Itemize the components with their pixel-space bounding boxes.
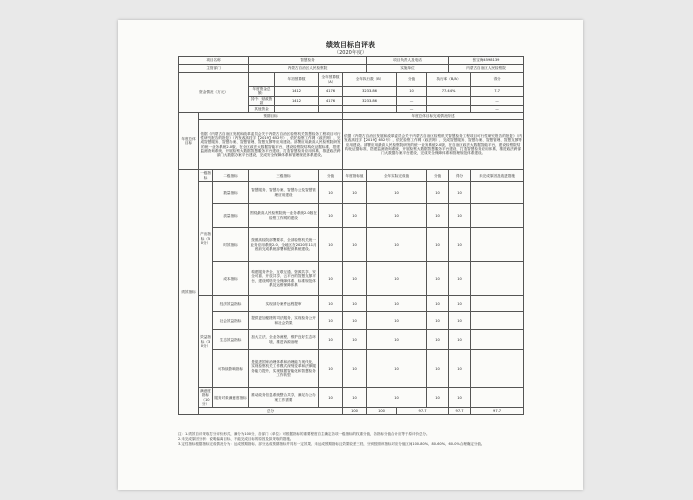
perf-row xyxy=(179,262,524,296)
perf-row-score: 10 xyxy=(319,182,343,204)
perf-col-target: 年度指标值 xyxy=(343,170,367,182)
perf-row-pts: 10 xyxy=(449,388,471,408)
perf-row-sub: 10 xyxy=(427,204,449,228)
perf-row-l2: 时效指标 xyxy=(213,228,249,262)
perf-row xyxy=(179,330,524,350)
perf-row-pts: 10 xyxy=(449,182,471,204)
perf-row xyxy=(179,388,524,408)
perf-row-target: 10 xyxy=(343,312,367,330)
goals-expected-label: 预期目标 xyxy=(199,113,343,120)
funds-row-pts: — xyxy=(471,106,524,113)
responsible-value: 张宝海4598139 xyxy=(449,57,524,65)
perf-col-l3: 三级指标 xyxy=(249,170,319,182)
total-row xyxy=(179,408,524,415)
goals-text-row xyxy=(179,120,524,170)
perf-row-sub: 10 xyxy=(427,182,449,204)
perf-row-l3: 推动政务信息系统整合共享，满足办公办案工作需要 xyxy=(249,388,319,408)
funds-col-budget: 全年预算数（A） xyxy=(319,73,343,87)
perf-row-target: 10 xyxy=(343,182,367,204)
dept-label: 主管部门 xyxy=(179,65,249,73)
output-label: 产出指标（50分） xyxy=(199,182,213,296)
header-row-project xyxy=(179,57,524,65)
funds-row-score: — xyxy=(397,96,427,106)
perf-col-l1: 一级指标 xyxy=(200,171,211,180)
perf-row-sub: 10 xyxy=(427,350,449,388)
perf-col-actual: 全年实际完成值 xyxy=(367,170,427,182)
funds-row-rate: 77.44% xyxy=(427,87,471,97)
perf-row-l2: 可持续影响指标 xyxy=(213,350,249,388)
perf-row-score: 10 xyxy=(319,204,343,228)
perf-row-l2: 成本指标 xyxy=(213,262,249,296)
perf-row-score: 10 xyxy=(319,262,343,296)
funds-row-budget: 4176 xyxy=(319,96,343,106)
funds-row-label: 其他资金 xyxy=(249,106,275,113)
funds-row-pts: — xyxy=(471,96,524,106)
perf-row-l3: 围绕最高人民检察院统一业务系统2.0版在检察工作网的建设 xyxy=(249,204,319,228)
dept-value: 内蒙古自治区人民检察院 xyxy=(249,65,367,73)
funds-row-score: 10 xyxy=(397,87,427,97)
perf-row xyxy=(179,312,524,330)
total-pts: 97.7 xyxy=(471,408,524,415)
perf-row-l2: 生态效益指标 xyxy=(213,330,249,350)
funds-col-plan: 年初预算数 xyxy=(275,73,319,87)
perf-row-l3: 智慧服务、智慧办案、智慧办公及智慧管理应用建设 xyxy=(249,182,319,204)
perf-row-target: 10 xyxy=(343,350,367,388)
perf-row-score: 10 xyxy=(319,228,343,262)
perf-row-pts: 10 xyxy=(449,262,471,296)
perf-row-target: 10 xyxy=(343,228,367,262)
perf-row xyxy=(179,228,524,262)
perf-row-l3: 实现部分案件远程提审 xyxy=(249,296,319,312)
perf-row-actual: 10 xyxy=(367,228,427,262)
perf-row-pts: 10 xyxy=(449,228,471,262)
perf-row-l2: 质量指标 xyxy=(213,204,249,228)
perf-row-actual: 10 xyxy=(367,350,427,388)
perf-row-score: 10 xyxy=(319,350,343,388)
funds-row-score: — xyxy=(397,106,427,113)
perf-row-sub: 10 xyxy=(427,228,449,262)
perf-row-actual: 10 xyxy=(367,182,427,204)
funds-row-budget xyxy=(319,106,343,113)
funds-col-exec: 全年执行数（B） xyxy=(343,73,397,87)
funds-row-budget: 4176 xyxy=(319,87,343,97)
perf-row-target: 10 xyxy=(343,388,367,408)
perf-label: 绩效指标 xyxy=(179,170,199,415)
header-row-dept xyxy=(179,65,524,73)
funds-header-row xyxy=(179,73,524,87)
perf-row-score: 10 xyxy=(319,330,343,350)
document-subtitle: （2020年度） xyxy=(334,50,367,56)
perf-row-actual: 10 xyxy=(367,330,427,350)
perf-row-l3: 提供更加便捷的司法服务，实现检务公开和社会效果 xyxy=(249,312,319,330)
satisfaction-label: 满意度指标（10分） xyxy=(200,389,211,406)
perf-row xyxy=(179,350,524,388)
total-label: 总分 xyxy=(199,408,343,415)
funds-row-plan xyxy=(275,106,319,113)
funds-row-label: 其中：财政拨款 xyxy=(249,96,275,106)
total-target: 100 xyxy=(367,408,397,415)
footnote-line: 3.定性指标根据指标完成情况分为：达成预期指标、部分达成预期指标并具有一定效果、未达成预期指标且效果较差三档，分别按照该指标对应分值区间100-80%、80-60%、60-0%合理确定分值。 xyxy=(178,442,485,447)
goals-header-row xyxy=(179,113,524,120)
perf-col-pts: 得分 xyxy=(449,170,471,182)
project-name-label: 项目名称 xyxy=(179,57,249,65)
funds-row-rate xyxy=(427,96,471,106)
perf-row-score: 10 xyxy=(319,388,343,408)
perf-row-sub: 10 xyxy=(427,262,449,296)
footnotes xyxy=(178,432,523,448)
perf-col-sub: 分值 xyxy=(427,170,449,182)
funds-col-pts: 得分 xyxy=(471,73,524,87)
perf-col-l2: 二级指标 xyxy=(213,170,249,182)
funds-row-plan: 1412 xyxy=(275,87,319,97)
perf-row-actual: 10 xyxy=(367,388,427,408)
perf-row-l2: 社会效益指标 xyxy=(213,312,249,330)
funds-col-score: 分值 xyxy=(397,73,427,87)
perf-row-sub: 10 xyxy=(427,296,449,312)
total-sub: 97.7 xyxy=(449,408,471,415)
perf-row-l3: 构建服务齐全、互联互通、资源共享、安全可靠、开放共享、云平台的智慧支撑平台，建设网络安全保障体系、标准规范体系及运维保障体系 xyxy=(249,262,319,296)
perf-row-pts: 10 xyxy=(449,330,471,350)
goals-actual-label: 年度总体目标完成情况综述 xyxy=(343,113,524,120)
perf-row-l3: 按照高检院部署要求，全部检察机关统一业务应用系统2.0，全地区在2020年11月底前完成系统部署和配套系统建设。 xyxy=(249,228,319,262)
perf-row-l2: 服务对象满意度指标 xyxy=(213,388,249,408)
perf-row-sub: 10 xyxy=(427,388,449,408)
goals-expected-text: 依据《内蒙古自治区发展和改革委员会关于内蒙古自治区检察机关智慧检务工程项目可行性研究报告的批复》（内发改高技字【2019】652号），依托检察工作网（政法网），完成智慧服务、智慧办案、智慧管理、智慧支撑等应用建设。部署应用最高人民检察院研发的统一业务系统2.0版，在全区政法大数据智能平台，建设检察院结构化证据标准，搭建监测查询系统，开展检察大数据智慧服务平台建设，打造智慧检务应用体系，推进政法跨部门大数据办案平台建设，完成安全保障体系和管理规范体系建设。 xyxy=(199,120,343,170)
funds-row-exec xyxy=(343,106,397,113)
perf-row-target: 10 xyxy=(343,296,367,312)
funds-row-exec: 3233.86 xyxy=(343,96,397,106)
perf-row-actual: 10 xyxy=(367,204,427,228)
perf-row-sub: 10 xyxy=(427,330,449,350)
perf-row-actual: 10 xyxy=(367,312,427,330)
effect-label: 效益指标（30分） xyxy=(199,296,213,388)
funds-row-exec: 3233.86 xyxy=(343,87,397,97)
goals-label: 年度总体目标 xyxy=(179,113,199,170)
project-name-value: 智慧检务 xyxy=(249,57,367,65)
perf-row-target: 10 xyxy=(343,204,367,228)
perf-row-l2: 经济效益指标 xyxy=(213,296,249,312)
total-actual: 97.7 xyxy=(397,408,449,415)
perf-row-l2: 数量指标 xyxy=(213,182,249,204)
perf-row-score: 10 xyxy=(319,296,343,312)
funds-row-rate xyxy=(427,106,471,113)
perf-row-actual: 10 xyxy=(367,296,427,312)
funds-col-rate: 执行率（B/A） xyxy=(427,73,471,87)
funds-row-pts: 7.7 xyxy=(471,87,524,97)
document-title: 绩效目标自评表 xyxy=(326,41,375,49)
funds-row-label: 年度资金总额： xyxy=(249,87,275,97)
perf-row xyxy=(179,182,524,204)
perf-row-l3: 加大立法，全业务流程，维护良好生态环境，推进诉源治理 xyxy=(249,330,319,350)
funds-row-plan: 1412 xyxy=(275,96,319,106)
impl-value: 内蒙古自治区人民检察院 xyxy=(449,65,524,73)
perf-row-target: 10 xyxy=(343,330,367,350)
perf-row xyxy=(179,204,524,228)
perf-row xyxy=(179,296,524,312)
perf-header-row xyxy=(179,170,524,182)
footnote-line: 注：1.绩效自评采取打分评价形式，满分为100分，各部门（单位）可根据指标的重要程度自主确定各项一级指标的权重分值，各指标分值合计应等于原评价总分。 xyxy=(178,432,430,436)
perf-row-target: 10 xyxy=(343,262,367,296)
perf-row-pts: 10 xyxy=(449,204,471,228)
goals-actual-text: 依据《内蒙古自治区发展和改革委员会关于内蒙古自治区检察机关智慧检务工程项目可行性研究报告的批复》（内发改高技字【2019】652号），依托检察工作网（政法网），完成智慧服务、智慧办案、智慧管理、智慧支撑等应用建设。部署应用最高人民检察院研发的统一业务系统2.0版，在自治区政法大数据智能平台，建设检察院结构化证据标准，搭建监测查询系统，开展检察大数据智慧服务平台建设，打造智慧检务应用体系，推进政法跨部门大数据办案平台建设，完成安全保障体系和管理规范体系建设。 xyxy=(343,120,524,170)
responsible-label: 项目负责人及电话 xyxy=(367,57,449,65)
total-score: 100 xyxy=(343,408,367,415)
impl-label: 实施单位 xyxy=(367,65,449,73)
footnote-line: 2.未完成原因分析：说明偏离目标、不能完成目标的原因及拟采取的措施。 xyxy=(178,437,294,442)
perf-row-pts: 10 xyxy=(449,350,471,388)
perf-row-pts: 10 xyxy=(449,296,471,312)
perf-col-reason: 未完成原因及改进措施 xyxy=(471,170,524,182)
perf-col-score: 分值 xyxy=(319,170,343,182)
perf-row-pts: 10 xyxy=(449,312,471,330)
evaluation-table xyxy=(178,56,524,415)
funds-label: 资金情况（万元） xyxy=(179,73,249,113)
perf-row-actual: 10 xyxy=(367,262,427,296)
perf-row-sub: 10 xyxy=(427,312,449,330)
perf-row-l3: 是促进国家治理体系和治理能力现代化，实现检察机关工作模式深刻变革和法律服务能力提升，实现数据智能化和智慧检务工作转型 xyxy=(249,350,319,388)
perf-row-score: 10 xyxy=(319,312,343,330)
